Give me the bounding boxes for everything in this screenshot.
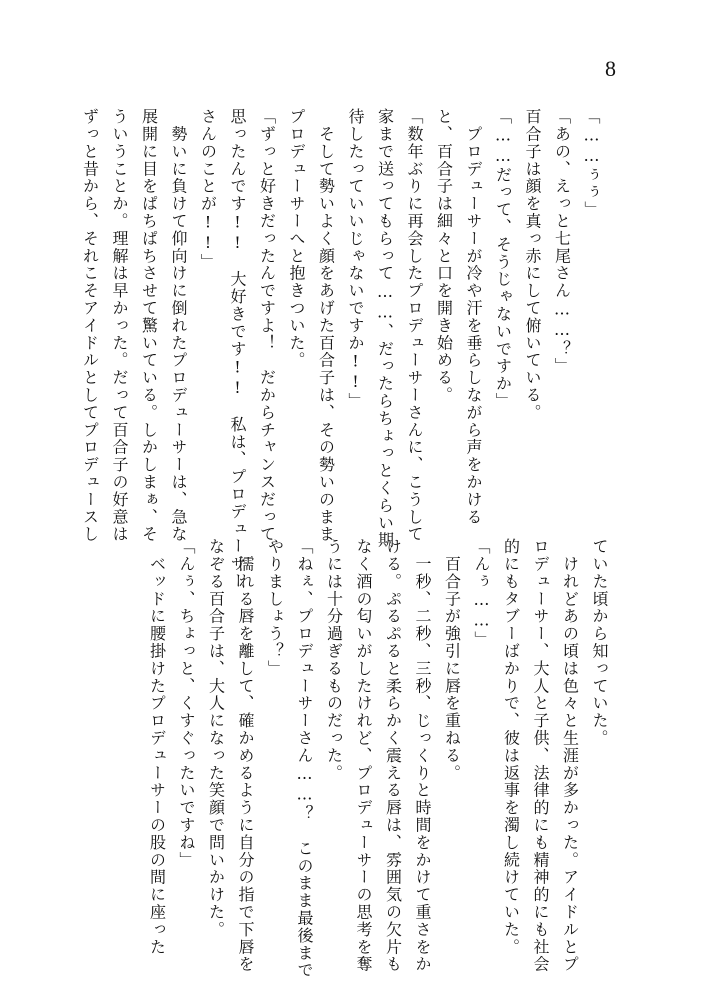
page-number: 8	[605, 56, 616, 81]
text-line: 「あの、えっと七尾さん……？」	[552, 108, 572, 375]
text-line: 勢いに負けて仰向けに倒れたプロデューサーは、急な	[169, 108, 188, 543]
text-line: 思ったんです!! 大好きです!! 私は、プロデューサー	[228, 108, 247, 590]
text-line: 「んぅ……」	[472, 538, 491, 649]
text-line: ける。ぷるぷると柔らかく震える唇は、雰囲気の欠片も	[383, 538, 403, 973]
text-line: うには十分過ぎるものだった。	[324, 538, 344, 782]
text-line: 展開に目をぱちぱちさせて驚いている。しかしまぁ、そ	[139, 108, 159, 543]
text-line: 的にもタブーばかりで、彼は返事を濁し続けていた。	[501, 538, 521, 956]
text-line: 「……だって、そうじゃないですか」	[493, 108, 513, 410]
text-line: 「数年ぶりに再会したプロデューサーさんに、こうして	[405, 108, 424, 543]
text-line: 一秒、二秒、三秒、じっくりと時間をかけて重さをか	[413, 538, 432, 973]
text-line: 百合子は顔を真っ赤にして俯いている。	[523, 108, 542, 422]
text-line: 家まで送ってもらって……、だったらちょっとくらい期	[375, 108, 395, 549]
text-line: 「ずっと好きだったんですよ！ だからチャンスだって	[257, 108, 277, 543]
text-line: 待したっていいじゃないですか!!」	[346, 108, 365, 410]
text-line: さんのことが!!」	[198, 108, 218, 271]
text-line: やりましょう？」	[265, 538, 285, 678]
text-line: ベッドに腰掛けたプロデューサーの股の間に座った	[147, 538, 167, 956]
text-line: 百合子が強引に唇を重ねる。	[442, 538, 462, 782]
text-line: そして勢いよく顔をあげた百合子は、その勢いのまま	[316, 108, 336, 543]
text-line: ずっと昔から、それこそアイドルとしてプロデュースし	[80, 108, 100, 543]
text-line: ういうことか。理解は早かった。だって百合子の好意は	[110, 108, 129, 543]
text-line: ていた頃から知っていた。	[590, 538, 609, 747]
text-line: ロデューサー、大人と子供、法律的にも精神的にも社会	[531, 538, 550, 973]
text-line: 濡れる唇を離して、確かめるように自分の指で下唇を	[236, 538, 255, 973]
text-block-top	[75, 108, 606, 590]
text-line: けれどあの頃は色々と生涯が多かった。アイドルとプ	[560, 538, 580, 973]
text-line: なぞる百合子は、大人になった笑顔で問いかけた。	[206, 538, 226, 939]
text-line: と、百合子は細々と口を開き始める。	[434, 108, 454, 404]
text-line: 「……ぅぅ」	[582, 108, 601, 219]
text-line: プロデューサーへと抱きついた。	[287, 108, 306, 369]
text-line: なく酒の匂いがしたけれど、プロデューサーの思考を奪	[354, 538, 373, 973]
text-block-bottom	[142, 538, 614, 979]
text-line: プロデューサーが冷や汗を垂らしながら声をかける	[464, 108, 483, 526]
text-line: 「ねぇ、プロデューサーさん……？ このまま最後まで	[295, 538, 314, 979]
text-line: 「んぅ、ちょっと、くすぐったいですね」	[177, 538, 196, 869]
